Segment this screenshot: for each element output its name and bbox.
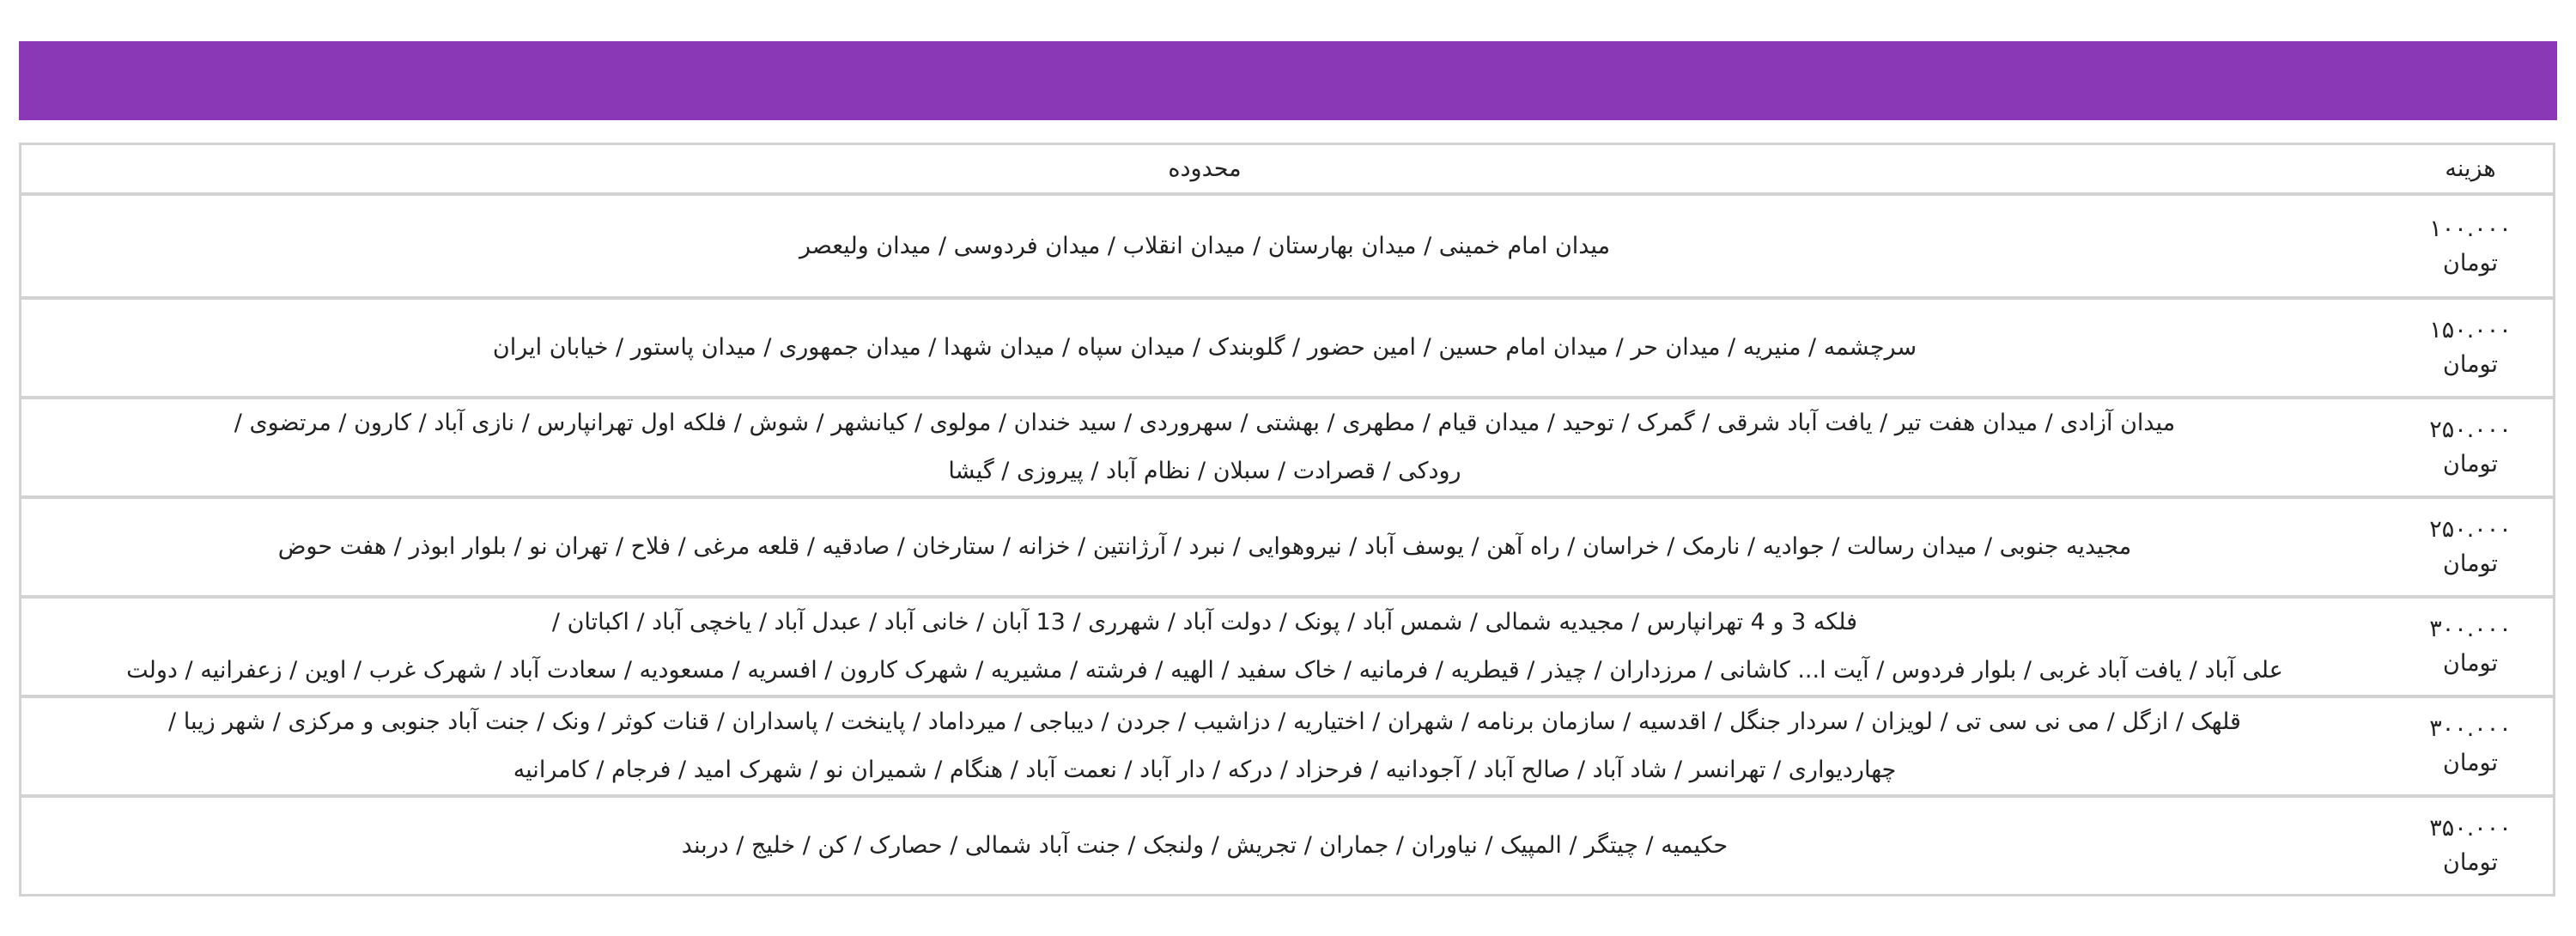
area-cell (21, 399, 2388, 495)
area-line: میدان امام خمینی / میدان بهارستان / میدان انقلاب / میدان فردوسی / میدان ولیعصر (799, 232, 1611, 259)
cost-cell (2388, 300, 2553, 396)
area-cell (21, 599, 2388, 695)
table-row (21, 495, 2553, 595)
cost-unit: تومان (2443, 351, 2498, 378)
area-line: سرچشمه / منیریه / میدان حر / میدان امام حسین / امین حضور / گلوبندک / میدان سپاه / میدان شهدا / میدان جمهوری / میدان پاستور / خیابان ایران (492, 334, 1917, 361)
cost-header-label: هزینه (2445, 155, 2496, 182)
area-line: رودکی / قصرادت / سبلان / نظام آباد / پیروزی / گیشا (948, 458, 1461, 484)
table-row (21, 794, 2553, 894)
table-row (21, 192, 2553, 296)
cost-amount: ۳۵۰.۰۰۰ (2429, 815, 2512, 842)
area-cell (21, 798, 2388, 894)
cost-cell (2388, 196, 2553, 296)
area-cell (21, 499, 2388, 595)
header-banner (19, 41, 2557, 120)
area-cell (21, 196, 2388, 296)
cost-amount: ۱۵۰.۰۰۰ (2429, 317, 2512, 343)
area-cell (21, 698, 2388, 794)
area-line: علی آباد / یافت آباد غربی / بلوار فردوس / آیت ا... کاشانی / مرزداران / چیذر / قیطریه / فرمانیه / خاک سفید / الهیه / فرشته / مشیریه / شهرک کارون / افسریه / مسعودیه / سعادت آباد / شهرک غرب / اوین / زعفرانیه / دولت (126, 657, 2283, 684)
table-row (21, 296, 2553, 396)
cost-unit: تومان (2443, 451, 2498, 477)
cost-amount: ۲۵۰.۰۰۰ (2429, 516, 2512, 543)
cost-unit: تومان (2443, 849, 2498, 876)
area-line: فلکه 3 و 4 تهرانپارس / مجیدیه شمالی / شمس آباد / پونک / دولت آباد / شهرری / 13 آبان / خانی آباد / عبدل آباد / یاخچی آباد / اکباتان / (551, 609, 1858, 635)
cost-amount: ۳۰۰.۰۰۰ (2429, 616, 2512, 642)
cost-amount: ۲۵۰.۰۰۰ (2429, 416, 2512, 443)
cost-unit: تومان (2443, 249, 2498, 277)
area-line: چهاردیواری / تهرانسر / شاد آباد / صالح آباد / آجودانیه / فرحزاد / درکه / دار آباد / نعمت آباد / هنگام / شمیران نو / شهرک امید / فرجام / کامرانیه (513, 757, 1897, 783)
price-table (19, 143, 2555, 896)
area-header-label: محدوده (1168, 155, 1242, 182)
cost-cell (2388, 698, 2553, 794)
area-cell (21, 300, 2388, 396)
cost-unit: تومان (2443, 750, 2498, 776)
cost-unit: تومان (2443, 650, 2498, 677)
cost-cell (2388, 599, 2553, 695)
table-row (21, 695, 2553, 794)
area-line: حکیمیه / چیتگر / المپیک / نیاوران / جماران / تجریش / ولنجک / جنت آباد شمالی / حصارک / کن / خلیج / دربند (681, 832, 1728, 859)
cost-cell (2388, 798, 2553, 894)
area-column-header (21, 145, 2388, 192)
table-row (21, 396, 2553, 495)
cost-amount: ۳۰۰.۰۰۰ (2429, 715, 2512, 742)
table-row (21, 595, 2553, 695)
area-line: مجیدیه جنوبی / میدان رسالت / جوادیه / نارمک / خراسان / راه آهن / یوسف آباد / نیروهوایی / نبرد / آرژانتین / خزانه / ستارخان / صادقیه / قلعه مرغی / فلاح / تهران نو / بلوار ابوذر / هفت حوض (277, 533, 2132, 560)
table-header-row (21, 145, 2553, 192)
cost-unit: تومان (2443, 550, 2498, 577)
cost-amount: ۱۰۰.۰۰۰ (2429, 215, 2512, 242)
area-line: قلهک / ازگل / می نی سی تی / لویزان / سردار جنگل / اقدسیه / سازمان برنامه / شهران / اختیاریه / دزاشیب / جردن / دیباجی / میرداماد / پاینخت / پاسداران / قنات کوثر / ونک / جنت آباد جنوبی و مرکزی / شهر زیبا / (168, 708, 2241, 735)
cost-cell (2388, 399, 2553, 495)
cost-cell (2388, 499, 2553, 595)
cost-column-header (2388, 145, 2553, 192)
area-line: میدان آزادی / میدان هفت تیر / یافت آباد شرقی / گمرک / توحید / میدان قیام / مطهری / بهشتی / سهروردی / سید خندان / مولوی / کیانشهر / شوش / فلکه اول تهرانپارس / نازی آباد / کارون / مرتضوی / (234, 410, 2176, 436)
